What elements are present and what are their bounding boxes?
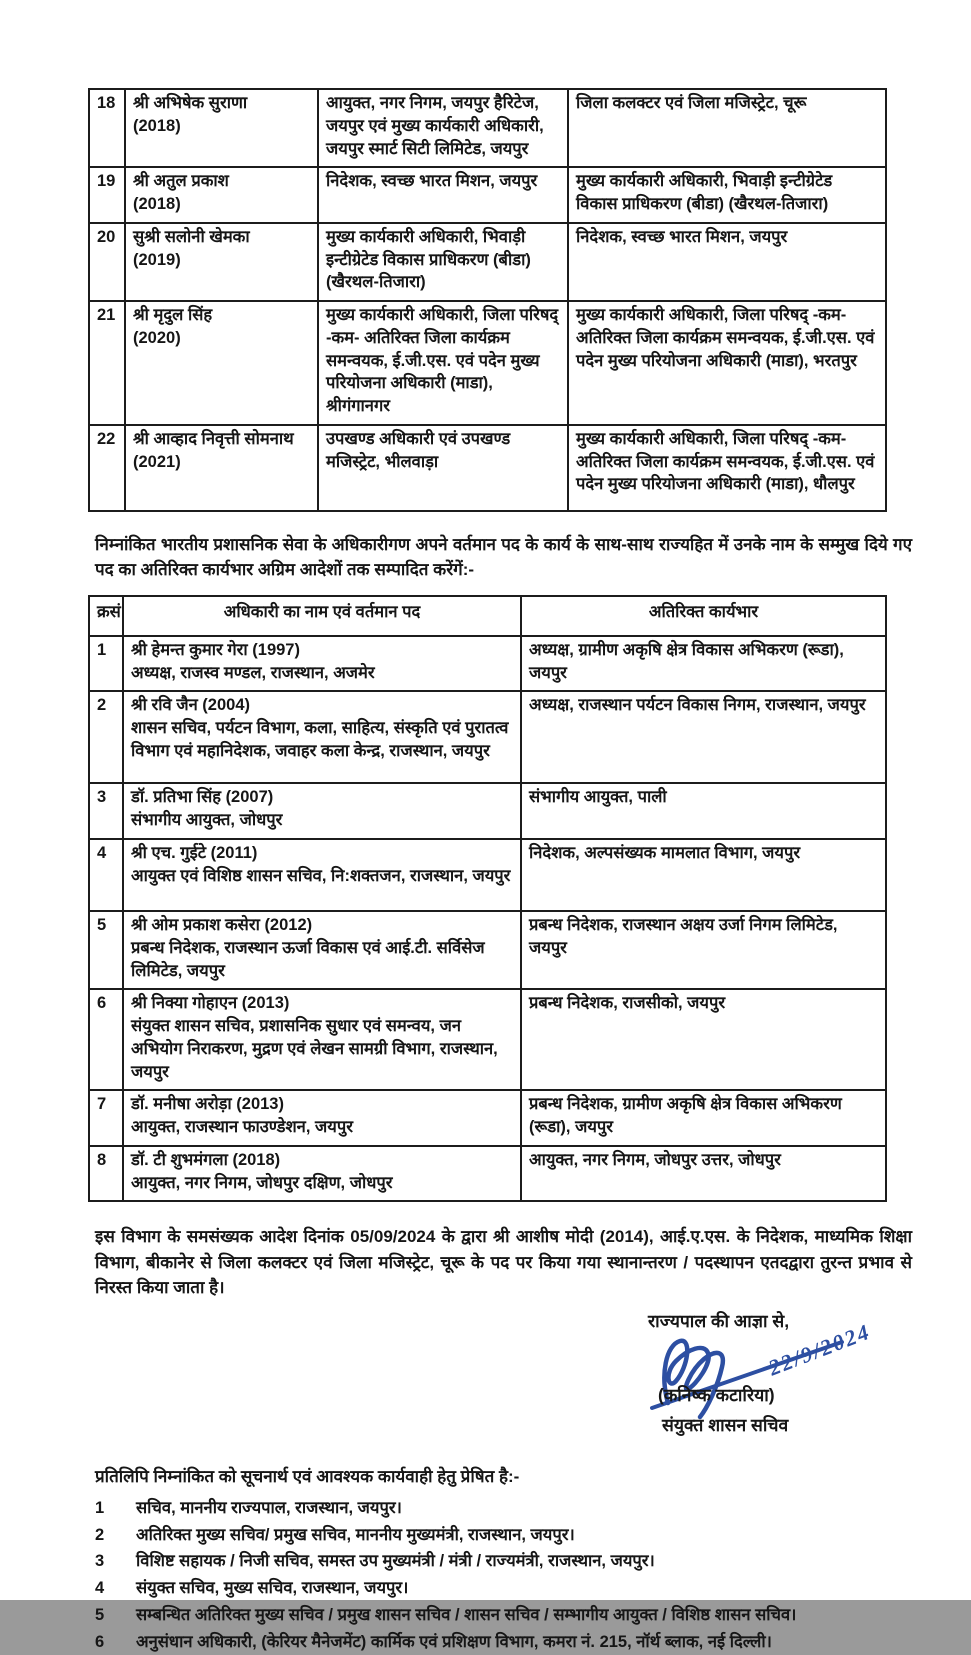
officer-name: श्री अभिषेक सुराणा	[133, 94, 248, 112]
serial-cell: 18	[89, 89, 125, 167]
table-row	[89, 691, 886, 783]
list-item-text: सचिव, माननीय राज्यपाल, राजस्थान, जयपुर।	[136, 1498, 402, 1517]
table-header-row	[89, 596, 886, 636]
officer-post: संभागीय आयुक्त, जोधपुर	[131, 811, 283, 830]
officer-name: डॉ. टी शुभमंगला (2018)	[131, 1150, 281, 1169]
cancellation-paragraph: इस विभाग के समसंख्यक आदेश दिनांक 05/09/2024 के द्वारा श्री आशीष मोदी (2014), आई.ए.एस. के निदेशक, माध्यमिक शिक्षा विभाग, बीकानेर से जिला कलक्टर एवं जिला मजिस्ट्रेट, चूरू के पद पर किया गया स्थानान्तरण / पदस्थापन एतदद्वारा तुरन्त प्रभाव से निरस्त किया जाता है।	[95, 1227, 912, 1298]
table-row	[89, 989, 886, 1090]
table-row	[89, 425, 886, 511]
officer-cell	[123, 1090, 521, 1146]
order-paragraph: निम्नांकित भारतीय प्रशासनिक सेवा के अधिकारीगण अपने वर्तमान पद के कार्य के साथ-साथ राज्यहित में उनके नाम के सम्मुख दिये गए पद का अतिरिक्त कार्यभार अग्रिम आदेशों तक सम्पादित करेंगें:-	[95, 534, 912, 580]
serial-cell: 8	[89, 1146, 123, 1202]
new-post-cell: मुख्य कार्यकारी अधिकारी, भिवाड़ी इन्टीग्रेटेड विकास प्राधिकरण (बीडा) (खैरथल-तिजारा)	[568, 167, 886, 223]
officer-post: आयुक्त, नगर निगम, जोधपुर दक्षिण, जोधपुर	[131, 1173, 393, 1192]
officer-name: डॉ. मनीषा अरोड़ा (2013)	[131, 1095, 284, 1114]
serial-cell: 21	[89, 301, 125, 425]
serial-cell: 20	[89, 223, 125, 301]
table-row	[89, 223, 886, 301]
signatory-name: (कनिष्क कटारिया)	[658, 1384, 775, 1405]
header-serial: क्रसं	[89, 596, 123, 636]
serial-cell: 6	[89, 989, 123, 1090]
serial-cell: 1	[89, 636, 123, 692]
table-row	[89, 783, 886, 839]
charge-cell: निदेशक, अल्पसंख्यक मामलात विभाग, जयपुर	[521, 839, 886, 911]
officer-name: श्री अतुल प्रकाश	[133, 172, 229, 191]
officer-post: संयुक्त शासन सचिव, प्रशासनिक सुधार एवं समन्वय, जन अभियोग निराकरण, मुद्रण एवं लेखन सामग्री विभाग, राजस्थान, जयपुर	[131, 1017, 498, 1081]
table-row	[89, 1090, 886, 1146]
officer-post: आयुक्त, राजस्थान फाउण्डेशन, जयपुर	[131, 1118, 353, 1137]
officer-name: सुश्री सलोनी खेमका	[133, 227, 250, 246]
signature-block	[0, 1309, 971, 1436]
officer-batch: (2018)	[133, 116, 181, 135]
officer-cell	[123, 839, 521, 911]
charge-cell: प्रबन्ध निदेशक, ग्रामीण अकृषि क्षेत्र विकास अभिकरण (रूडा), जयपुर	[521, 1090, 886, 1146]
new-post-cell: जिला कलक्टर एवं जिला मजिस्ट्रेट, चूरू	[568, 89, 886, 167]
header-charge: अतिरिक्त कार्यभार	[521, 596, 886, 636]
table-row	[89, 1146, 886, 1202]
officer-cell	[123, 911, 521, 989]
officer-batch: (2018)	[133, 195, 181, 214]
list-item	[95, 1495, 915, 1522]
officer-name: श्री आव्हाद निवृत्ती सोमनाथ	[133, 429, 294, 448]
charge-cell: अध्यक्ष, राजस्थान पर्यटन विकास निगम, राजस्थान, जयपुर	[521, 691, 886, 783]
serial-cell: 5	[89, 911, 123, 989]
list-item-number: 3	[95, 1552, 105, 1571]
new-post-cell: निदेशक, स्वच्छ भारत मिशन, जयपुर	[568, 223, 886, 301]
officer-name: श्री मृदुल सिंह	[133, 306, 213, 325]
officer-batch: (2019)	[133, 250, 181, 269]
list-item	[95, 1575, 915, 1602]
new-post-cell: मुख्य कार्यकारी अधिकारी, जिला परिषद् -कम- अतिरिक्त जिला कार्यक्रम समन्वयक, ई.जी.एस. एवं पदेन मुख्य परियोजना अधिकारी (माडा), धौलपुर	[568, 425, 886, 511]
copy-to-section	[0, 1464, 971, 1655]
list-item-number: 1	[95, 1498, 105, 1517]
serial-cell: 7	[89, 1090, 123, 1146]
serial-cell: 2	[89, 691, 123, 783]
list-item	[95, 1629, 915, 1655]
officer-cell	[123, 636, 521, 692]
signatory-designation: संयुक्त शासन सचिव	[662, 1414, 789, 1435]
table-row	[89, 167, 886, 223]
officer-name: श्री रवि जैन (2004)	[131, 696, 250, 715]
table-row	[89, 839, 886, 911]
officer-name-cell	[125, 301, 318, 425]
officer-post: अध्यक्ष, राजस्व मण्डल, राजस्थान, अजमेर	[131, 663, 375, 682]
officer-post: आयुक्त एवं विशिष्ठ शासन सचिव, नि:शक्तजन, राजस्थान, जयपुर	[131, 866, 511, 885]
charge-cell: प्रबन्ध निदेशक, राजस्थान अक्षय उर्जा निगम लिमिटेड, जयपुर	[521, 911, 886, 989]
serial-cell: 4	[89, 839, 123, 911]
list-item-text: सम्बन्धित अतिरिक्त मुख्य सचिव / प्रमुख शासन सचिव / शासन सचिव / सम्भागीय आयुक्त / विशिष्ठ शासन सचिव।	[136, 1605, 797, 1624]
list-item-number: 4	[95, 1579, 105, 1598]
officer-batch: (2020)	[133, 328, 181, 347]
officer-name-cell	[125, 89, 318, 167]
list-item	[95, 1548, 915, 1575]
header-name-post: अधिकारी का नाम एवं वर्तमान पद	[123, 596, 521, 636]
officer-post: प्रबन्ध निदेशक, राजस्थान ऊर्जा विकास एवं आई.टी. सर्विसेज लिमिटेड, जयपुर	[131, 938, 485, 980]
copy-to-intro: प्रतिलिपि निम्नांकित को सूचनार्थ एवं आवश्यक कार्यवाही हेतु प्रेषित है:-	[95, 1466, 520, 1486]
list-item-number: 5	[95, 1605, 105, 1624]
officer-name-cell	[125, 167, 318, 223]
charge-cell: अध्यक्ष, ग्रामीण अकृषि क्षेत्र विकास अभिकरण (रूडा), जयपुर	[521, 636, 886, 692]
officer-name: श्री निक्या गोहाएन (2013)	[131, 994, 290, 1013]
list-item-text: अतिरिक्त मुख्य सचिव/ प्रमुख सचिव, माननीय मुख्यमंत्री, राजस्थान, जयपुर।	[136, 1525, 575, 1544]
officer-name: श्री हेमन्त कुमार गेरा (1997)	[131, 640, 300, 659]
serial-cell: 22	[89, 425, 125, 511]
list-item-text: अनुसंधान अधिकारी, (केरियर मैनेजमेंट) कार्मिक एवं प्रशिक्षण विभाग, कमरा नं. 215, नॉर्थ ब्लाक, नई दिल्ली।	[136, 1632, 772, 1651]
list-item-text: विशिष्ट सहायक / निजी सचिव, समस्त उप मुख्यमंत्री / मंत्री / राज्यमंत्री, राजस्थान, जयपुर।	[136, 1552, 655, 1571]
serial-cell: 19	[89, 167, 125, 223]
charge-cell: आयुक्त, नगर निगम, जोधपुर उत्तर, जोधपुर	[521, 1146, 886, 1202]
officer-cell	[123, 1146, 521, 1202]
table-row	[89, 89, 886, 167]
officer-cell	[123, 783, 521, 839]
table-row	[89, 911, 886, 989]
copy-to-list	[95, 1495, 915, 1655]
officer-cell	[123, 691, 521, 783]
officer-name: डॉ. प्रतिभा सिंह (2007)	[131, 788, 274, 807]
table-row	[89, 301, 886, 425]
current-post-cell: निदेशक, स्वच्छ भारत मिशन, जयपुर	[318, 167, 568, 223]
additional-charge-table	[88, 595, 887, 1202]
officer-batch: (2021)	[133, 452, 181, 471]
officer-name-cell	[125, 425, 318, 511]
new-post-cell: मुख्य कार्यकारी अधिकारी, जिला परिषद् -कम- अतिरिक्त जिला कार्यक्रम समन्वयक, ई.जी.एस. एवं पदेन मुख्य परियोजना अधिकारी (माडा), भरतपुर	[568, 301, 886, 425]
table-row	[89, 636, 886, 692]
charge-cell: संभागीय आयुक्त, पाली	[521, 783, 886, 839]
list-item-number: 6	[95, 1632, 105, 1651]
officer-cell	[123, 989, 521, 1090]
officer-post: शासन सचिव, पर्यटन विभाग, कला, साहित्य, संस्कृति एवं पुरातत्व विभाग एवं महानिदेशक, जवाहर कला केन्द्र, राजस्थान, जयपुर	[131, 719, 509, 761]
current-post-cell: मुख्य कार्यकारी अधिकारी, भिवाड़ी इन्टीग्रेटेड विकास प्राधिकरण (बीडा) (खैरथल-तिजारा)	[318, 223, 568, 301]
list-item	[95, 1602, 915, 1629]
serial-cell: 3	[89, 783, 123, 839]
current-post-cell: उपखण्ड अधिकारी एवं उपखण्ड मजिस्ट्रेट, भीलवाड़ा	[318, 425, 568, 511]
list-item	[95, 1522, 915, 1549]
list-item-text: संयुक्त सचिव, मुख्य सचिव, राजस्थान, जयपुर।	[136, 1579, 409, 1598]
officer-name: श्री ओम प्रकाश कसेरा (2012)	[131, 916, 313, 935]
officer-name-cell	[125, 223, 318, 301]
transfer-table	[88, 88, 887, 512]
by-order-text: राज्यपाल की आज्ञा से,	[648, 1310, 790, 1331]
current-post-cell: मुख्य कार्यकारी अधिकारी, जिला परिषद् -कम- अतिरिक्त जिला कार्यक्रम समन्वयक, ई.जी.एस. एवं पदेन मुख्य परियोजना अधिकारी (माडा), श्रीगंगानगर	[318, 301, 568, 425]
charge-cell: प्रबन्ध निदेशक, राजसीको, जयपुर	[521, 989, 886, 1090]
current-post-cell: आयुक्त, नगर निगम, जयपुर हैरिटेज, जयपुर एवं मुख्य कार्यकारी अधिकारी, जयपुर स्मार्ट सिटी लिमिटेड, जयपुर	[318, 89, 568, 167]
signature-date: 22/9/2024	[764, 1318, 874, 1381]
list-item-number: 2	[95, 1525, 105, 1544]
officer-name: श्री एच. गुईटे (2011)	[131, 844, 258, 863]
